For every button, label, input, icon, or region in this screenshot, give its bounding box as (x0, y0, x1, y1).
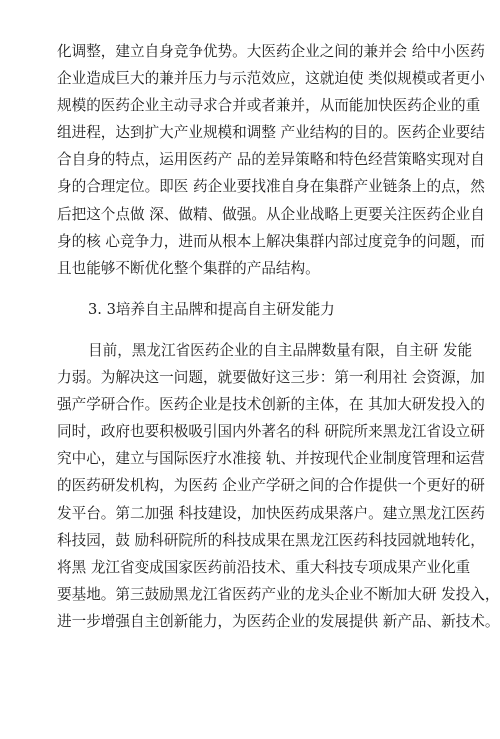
text-line: 科技园，鼓 励科研院所的科技成果在黑龙江医药科技园就地转化， (57, 531, 485, 549)
text-line: 同时，政府也要积极吸引国内外著名的科 研院所来黑龙江省设立研 (57, 423, 485, 441)
text-line: 强产学研合作。医药企业是技术创新的主体，在 其加大研发投入的 (57, 396, 485, 414)
text-line: 身的合理定位。即医 药企业要找准自身在集群产业链条上的点，然 (57, 178, 485, 196)
document-page (57, 38, 500, 635)
text-line: 的医药研发机构，为医药 企业产学研之间的合作提供一个更好的研 (57, 477, 485, 495)
text-line: 身的核 心竞争力，进而从根本上解决集群内部过度竞争的问题，而 (57, 232, 485, 250)
text-line: 且也能够不断优化整个集群的产品结构。 (57, 259, 320, 277)
text-line: 企业造成巨大的兼并压力与示范效应，这就迫使 类似规模或者更小 (57, 70, 485, 88)
paragraph-enterprise-merger (57, 38, 485, 282)
text-line: 合自身的特点，运用医药产 品的差异策略和特色经营策略实现对自 (57, 151, 485, 169)
text-line: 规模的医药企业主动寻求合并或者兼并，从而能加快医药企业的重 (57, 97, 481, 115)
text-line: 组进程，达到扩大产业规模和调整 产业结构的目的。医药企业要结 (57, 124, 485, 142)
text-line: 将黑 龙江省变成国家医药前沿技术、重大科技专项成果产业化重 (57, 558, 471, 576)
section-heading: 3. 3培养自主品牌和提高自主研发能力 (88, 300, 335, 318)
text-line: 要基地。第三鼓励黑龙江省医药产业的龙头企业不断加大研 发投入， (57, 585, 500, 603)
text-line: 目前，黑龙江省医药企业的自主品牌数量有限，自主研 发能 (88, 341, 473, 359)
text-line: 化调整，建立自身竞争优势。大医药企业之间的兼并会 给中小医药 (57, 43, 485, 60)
text-line: 进一步增强自主创新能力，为医药企业的发展提供 新产品、新技术。 (57, 612, 500, 630)
text-line: 发平台。第二加强 科技建设，加快医药成果落户。建立黑龙江医药 (57, 504, 485, 522)
text-line: 后把这个点做 深、做精、做强。从企业战略上更要关注医药企业自 (57, 205, 485, 223)
paragraph-brand-rd (57, 337, 500, 635)
text-line: 力弱。为解决这一问题，就要做好这三步：第一利用社 会资源，加 (57, 369, 485, 387)
text-line: 究中心，建立与国际医疗水准接 轨、并按现代企业制度管理和运营 (57, 450, 485, 468)
